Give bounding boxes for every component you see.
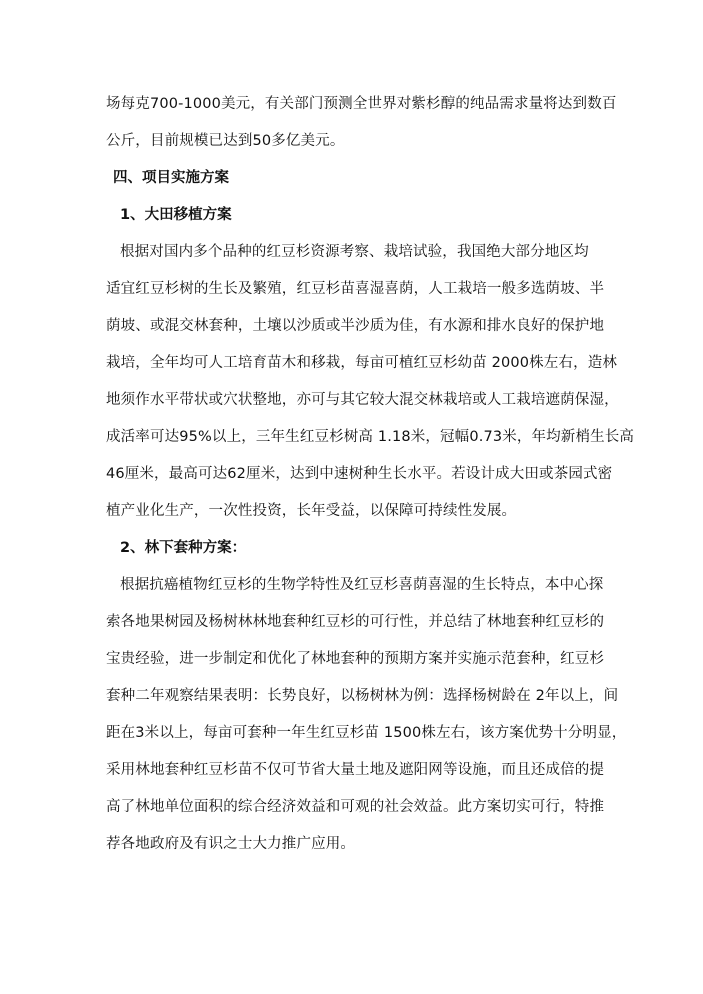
subsection-2-line-8: 荐各地政府及有识之士大力推广应用。	[106, 836, 356, 852]
subsection-2-line-3: 宝贵经验，进一步制定和优化了林地套种的预期方案并实施示范套种，红豆杉	[106, 651, 605, 667]
intro-line-1: 场每克700-1000美元，有关部门预测全世界对紫杉醇的纯品需求量将达到数百	[106, 96, 617, 112]
subsection-2-line-5: 距在3米以上，每亩可套种一年生红豆杉苗 1500株左右，该方案优势十分明显，	[106, 725, 627, 741]
subsection-2-line-4: 套种二年观察结果表明：长势良好，以杨树林为例：选择杨树龄在 2年以上，间	[106, 688, 619, 704]
subsection-2-line-7: 高了林地单位面积的综合经济效益和可观的社会效益。此方案切实可行，特推	[106, 799, 605, 815]
subsection-1-line-4: 栽培，全年均可人工培育苗木和移栽，每亩可植红豆杉幼苗 2000株左右，造林	[106, 355, 618, 371]
subsection-1-title: 1、大田移植方案	[120, 207, 232, 223]
subsection-2-title: 2、林下套种方案：	[120, 540, 247, 556]
subsection-1-line-2: 适宜红豆杉树的生长及繁殖，红豆杉苗喜湿喜荫，人工栽培一般多选荫坡、半	[106, 281, 605, 297]
intro-line-2: 公斤，目前规模已达到50多亿美元。	[106, 133, 345, 149]
subsection-2-line-2: 索各地果树园及杨树林林地套种红豆杉的可行性，并总结了林地套种红豆杉的	[106, 614, 605, 630]
subsection-1-line-8: 植产业化生产，一次性投资，长年受益，以保障可持续性发展。	[106, 503, 517, 519]
subsection-2-line-1: 根据抗癌植物红豆杉的生物学特性及红豆杉喜荫喜湿的生长特点，本中心探	[120, 577, 604, 593]
subsection-1-line-5: 地须作水平带状或穴状整地，亦可与其它较大混交林栽培或人工栽培遮荫保湿，	[106, 392, 619, 408]
subsection-2-line-6: 采用林地套种红豆杉苗不仅可节省大量土地及遮阳网等设施，而且还成倍的提	[106, 762, 605, 778]
section-title: 四、项目实施方案	[113, 170, 229, 186]
subsection-1-line-3: 荫坡、或混交林套种，土壤以沙质或半沙质为佳，有水源和排水良好的保护地	[106, 318, 605, 334]
subsection-1-line-6: 成活率可达95%以上，三年生红豆杉树高 1.18米，冠幅0.73米，年均新梢生长高	[106, 429, 635, 445]
subsection-1-line-1: 根据对国内多个品种的红豆杉资源考察、栽培试验，我国绝大部分地区均	[120, 244, 589, 260]
subsection-1-line-7: 46厘米，最高可达62厘米，达到中速树种生长水平。若设计成大田或茶园式密	[106, 466, 613, 482]
